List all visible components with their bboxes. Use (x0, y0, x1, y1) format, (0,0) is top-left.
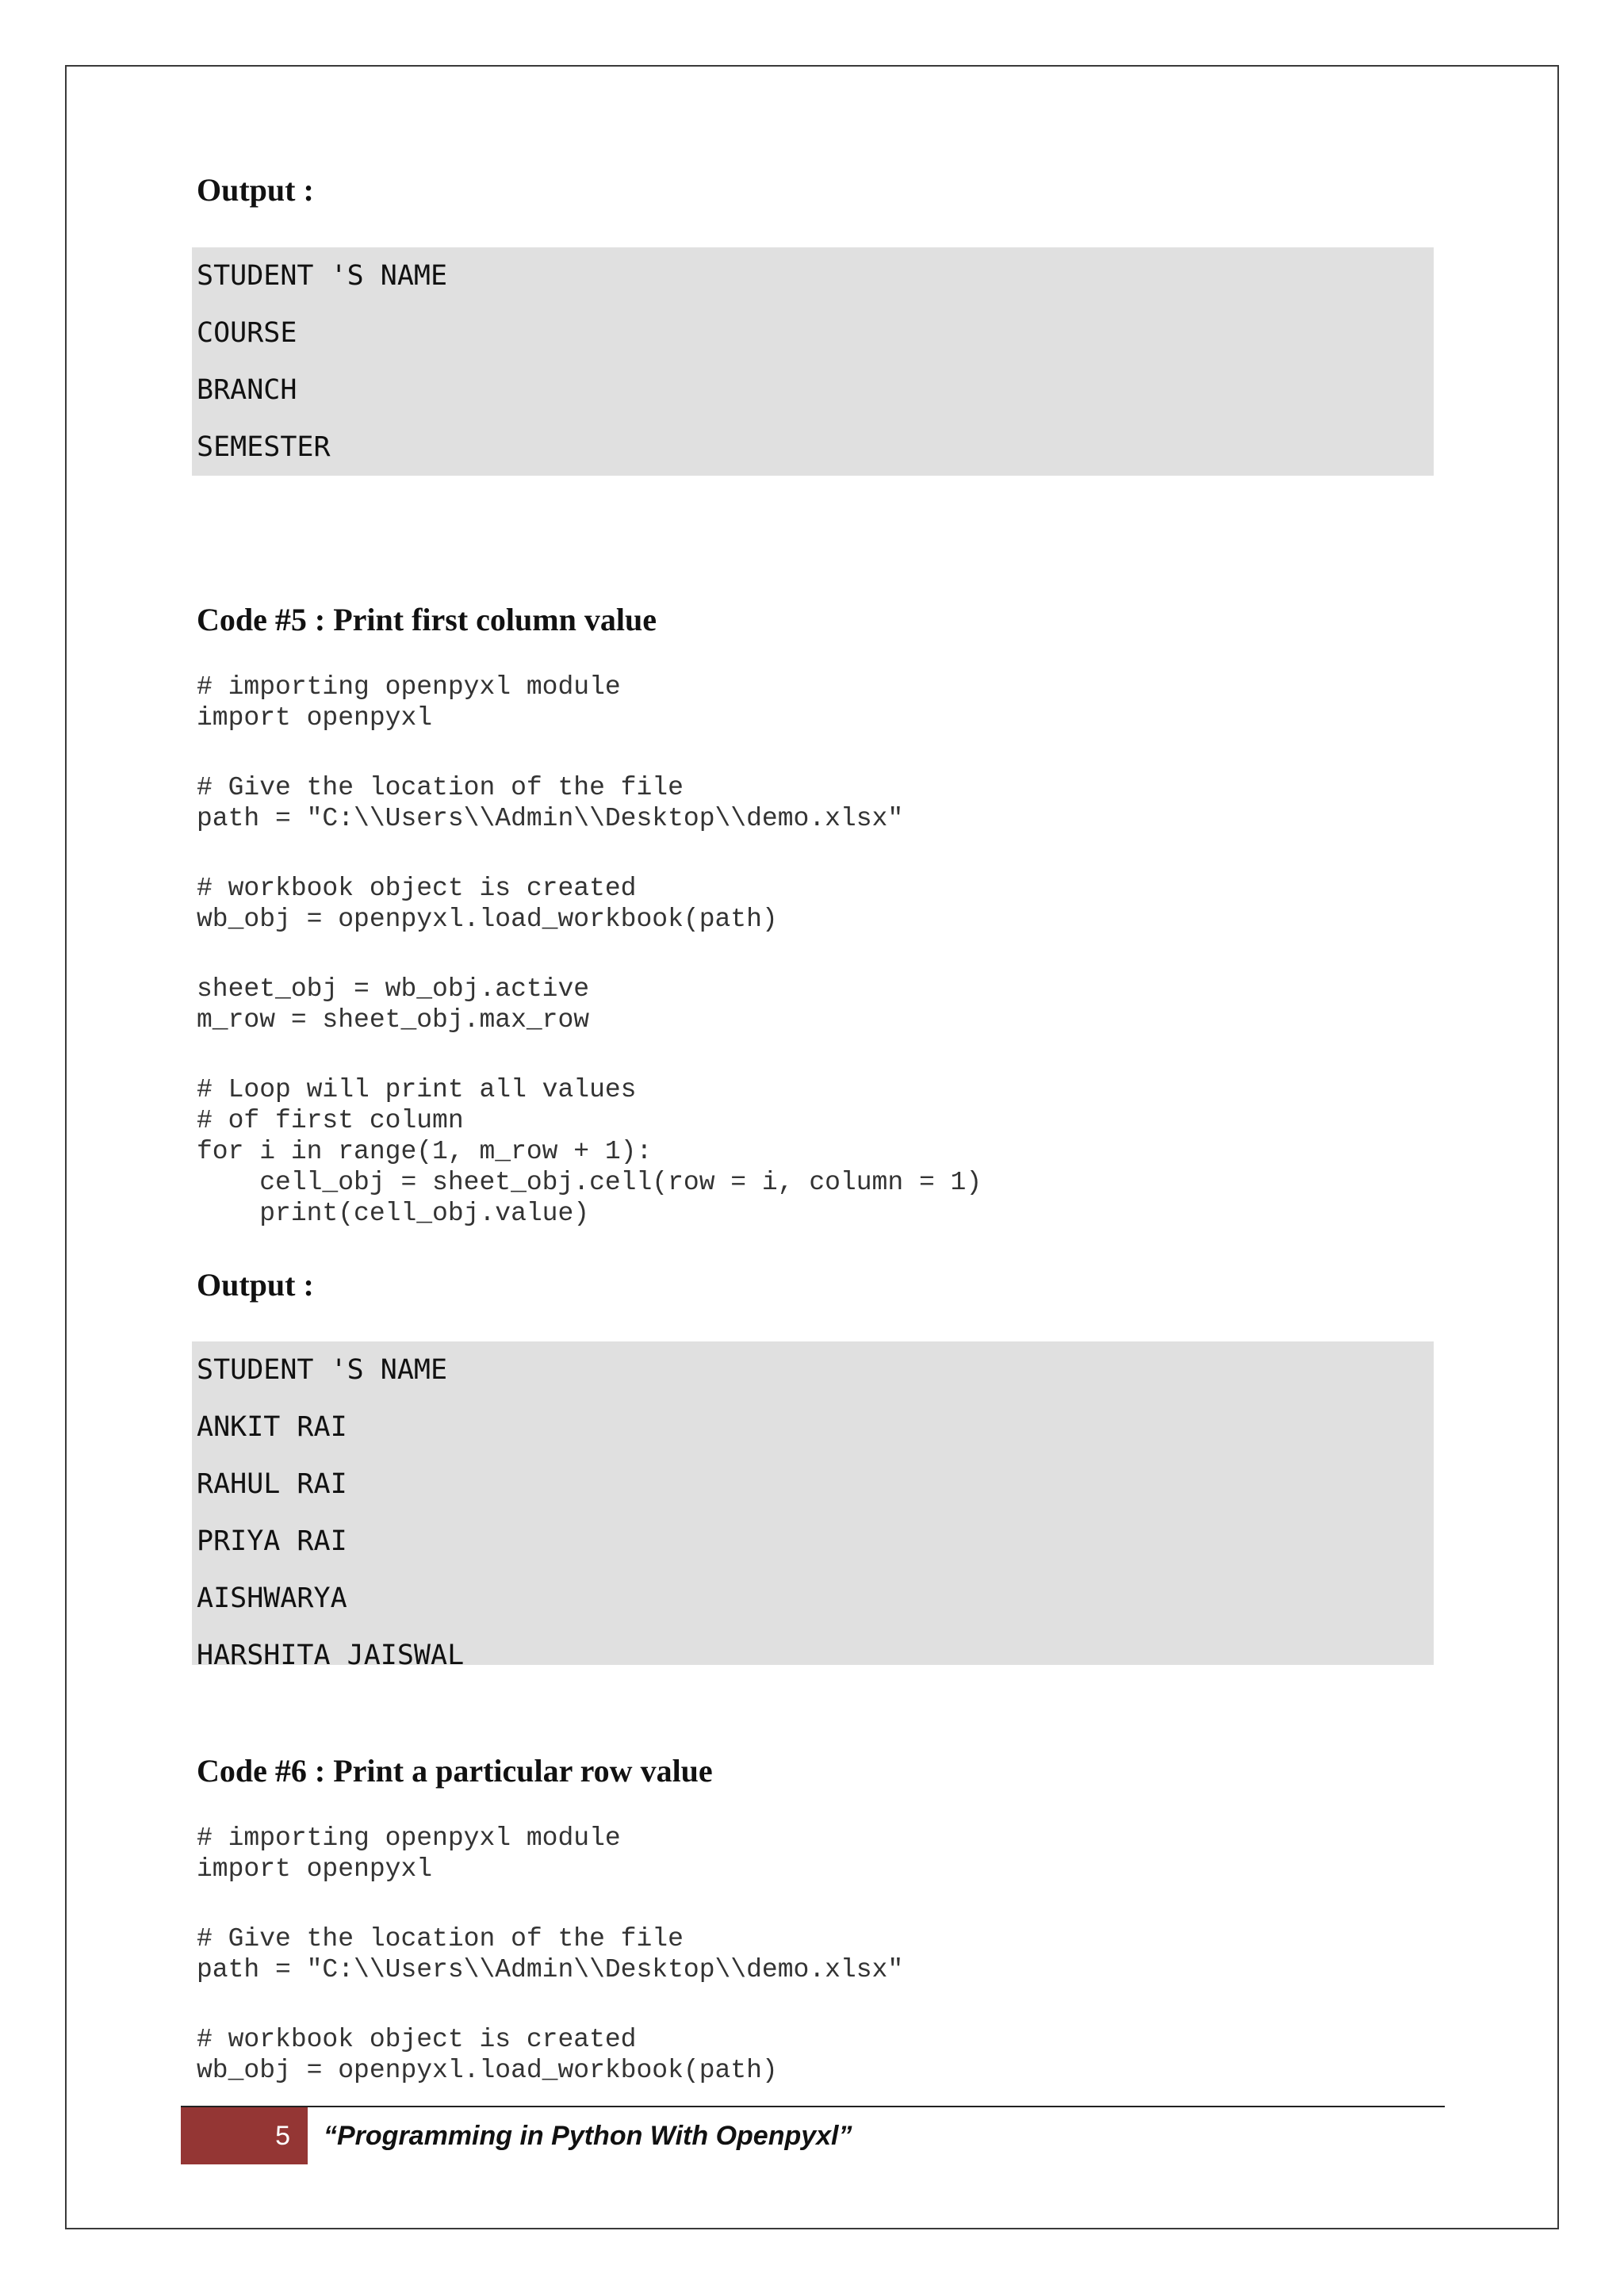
code-block (197, 1823, 903, 2086)
output-line: COURSE (197, 317, 297, 349)
output-line: RAHUL RAI (197, 1468, 347, 1500)
output-line: ANKIT RAI (197, 1411, 347, 1443)
code-line: # importing openpyxl module (197, 1823, 621, 1853)
output-block (192, 1341, 1434, 1671)
output-line: BRANCH (197, 374, 297, 406)
output-heading: Output : (197, 172, 314, 208)
code-line: # importing openpyxl module (197, 672, 621, 702)
code-heading: Code #5 : Print first column value (197, 602, 657, 637)
output-line: STUDENT 'S NAME (197, 260, 448, 292)
code-line: cell_obj = sheet_obj.cell(row = i, column = 1) (197, 1168, 982, 1197)
output-line: SEMESTER (197, 431, 331, 463)
code-line: import openpyxl (197, 703, 433, 733)
page-number: 5 (181, 2107, 308, 2164)
code-line: # Loop will print all values (197, 1075, 637, 1104)
code-line: print(cell_obj.value) (197, 1199, 590, 1228)
code-line: path = "C:\\Users\\Admin\\Desktop\\demo.xlsx" (197, 804, 904, 833)
code-line: wb_obj = openpyxl.load_workbook(path) (197, 2056, 778, 2085)
code-line: # Give the location of the file (197, 773, 684, 802)
code-line: sheet_obj = wb_obj.active (197, 974, 590, 1004)
code-line: for i in range(1, m_row + 1): (197, 1137, 653, 1166)
output-line: HARSHITA JAISWAL (197, 1640, 465, 1671)
code-line: # of first column (197, 1106, 464, 1135)
output-block (192, 247, 1434, 476)
code-block (197, 672, 982, 1229)
code-line: # Give the location of the file (197, 1924, 684, 1954)
output-line: STUDENT 'S NAME (197, 1354, 448, 1386)
code-line: path = "C:\\Users\\Admin\\Desktop\\demo.xlsx" (197, 1955, 904, 1984)
code-line: m_row = sheet_obj.max_row (197, 1005, 590, 1035)
output-heading: Output : (197, 1267, 314, 1303)
output-line: AISHWARYA (197, 1582, 347, 1614)
code-line: import openpyxl (197, 1854, 433, 1884)
output-line: PRIYA RAI (197, 1525, 347, 1557)
code-heading: Code #6 : Print a particular row value (197, 1753, 713, 1789)
code-line: # workbook object is created (197, 2025, 637, 2054)
footer-title: “Programming in Python With Openpyxl” (324, 2121, 852, 2151)
code-line: wb_obj = openpyxl.load_workbook(path) (197, 905, 778, 934)
code-line: # workbook object is created (197, 874, 637, 903)
